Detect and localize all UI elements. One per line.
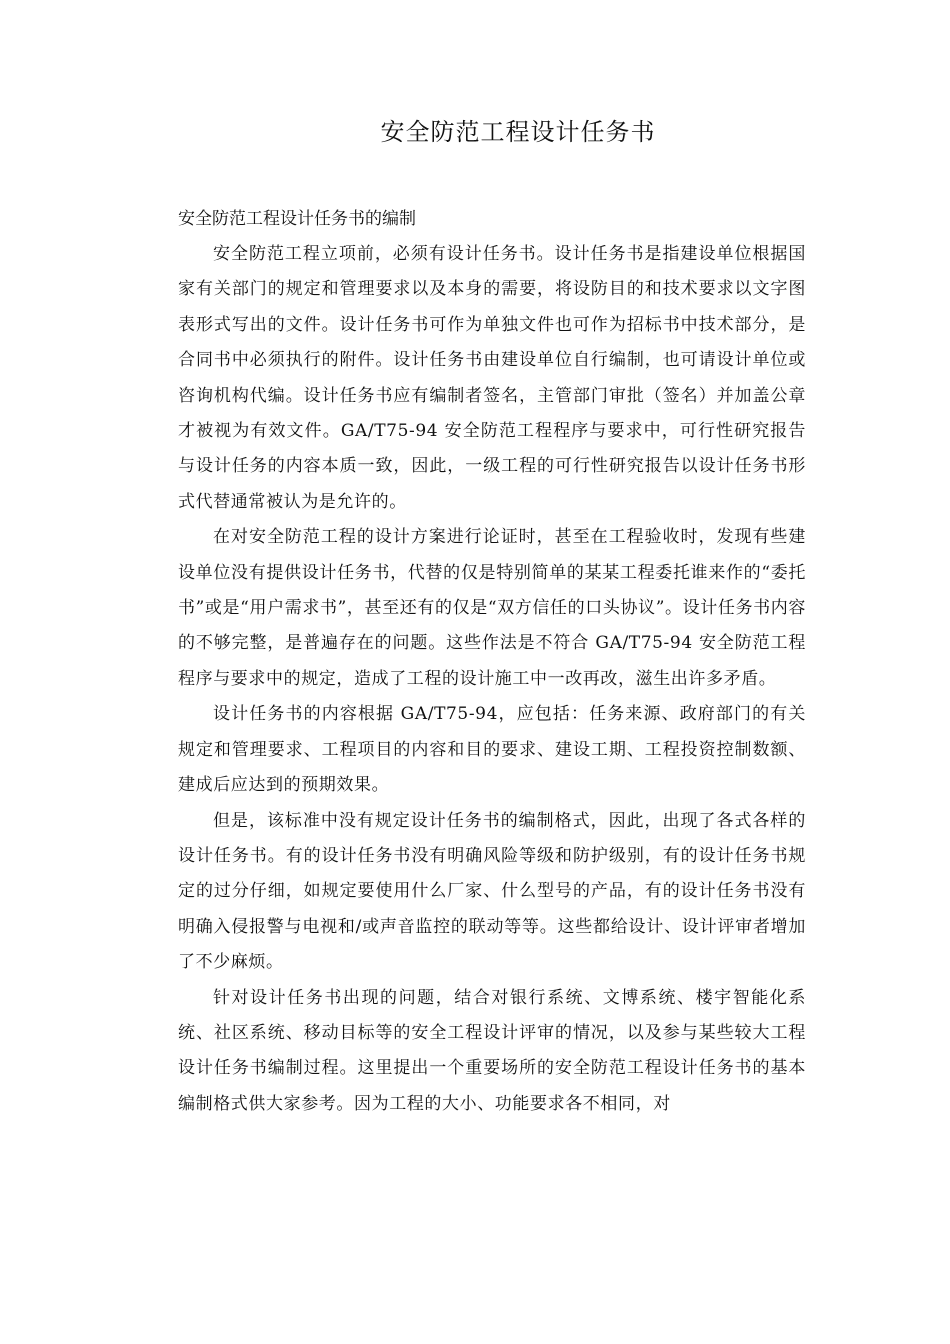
paragraph-1: 安全防范工程立项前，必须有设计任务书。设计任务书是指建设单位根据国家有关部门的规定和管理要求以及本身的需要，将设防目的和技术要求以文字图表形式写出的文件。设计任务书可作为单独文件也可作为招标书中技术部分，是合同书中必须执行的附件。设计任务书由建设单位自行编制，也可请设计单位或咨询机构代编。设计任务书应有编制者签名，主管部门审批（签名）并加盖公章才被视为有效文件。GA/T75-94 安全防范工程程序与要求中，可行性研究报告与设计任务的内容本质一致，因此，一级工程的可行性研究报告以设计任务书形式代替通常被认为是允许的。: [178, 244, 806, 512]
paragraph-2: 在对安全防范工程的设计方案进行论证时，甚至在工程验收时，发现有些建设单位没有提供设计任务书，代替的仅是特别简单的某某工程委托谁来作的“委托书”或是“用户需求书”，甚至还有的仅是“双方信任的口头协议”。设计任务书内容的不够完整，是普遍存在的问题。这些作法是不符合 GA/T75-94 安全防范工程程序与要求中的规定，造成了工程的设计施工中一改再改，滋生出许多矛盾。: [178, 527, 806, 689]
section-heading: 安全防范工程设计任务书的编制: [178, 209, 416, 229]
document-title: 安全防范工程设计任务书: [380, 118, 656, 146]
paragraph-4: 但是，该标准中没有规定设计任务书的编制格式，因此，出现了各式各样的设计任务书。有的设计任务书没有明确风险等级和防护级别，有的设计任务书规定的过分仔细，如规定要使用什么厂家、什么型号的产品，有的设计任务书没有明确入侵报警与电视和/或声音监控的联动等等。这些都给设计、设计评审者增加了不少麻烦。: [178, 810, 806, 973]
document-body: [178, 202, 806, 1122]
paragraph-5: 针对设计任务书出现的问题，结合对银行系统、文博系统、楼宇智能化系统、社区系统、移动目标等的安全工程设计评审的情况，以及参与某些较大工程设计任务书编制过程。这里提出一个重要场所的安全防范工程设计任务书的基本编制格式供大家参考。因为工程的大小、功能要求各不相同，对: [178, 987, 806, 1114]
paragraph-3: 设计任务书的内容根据 GA/T75-94，应包括：任务来源、政府部门的有关规定和管理要求、工程项目的内容和目的要求、建设工期、工程投资控制数额、建成后应达到的预期效果。: [178, 704, 806, 796]
